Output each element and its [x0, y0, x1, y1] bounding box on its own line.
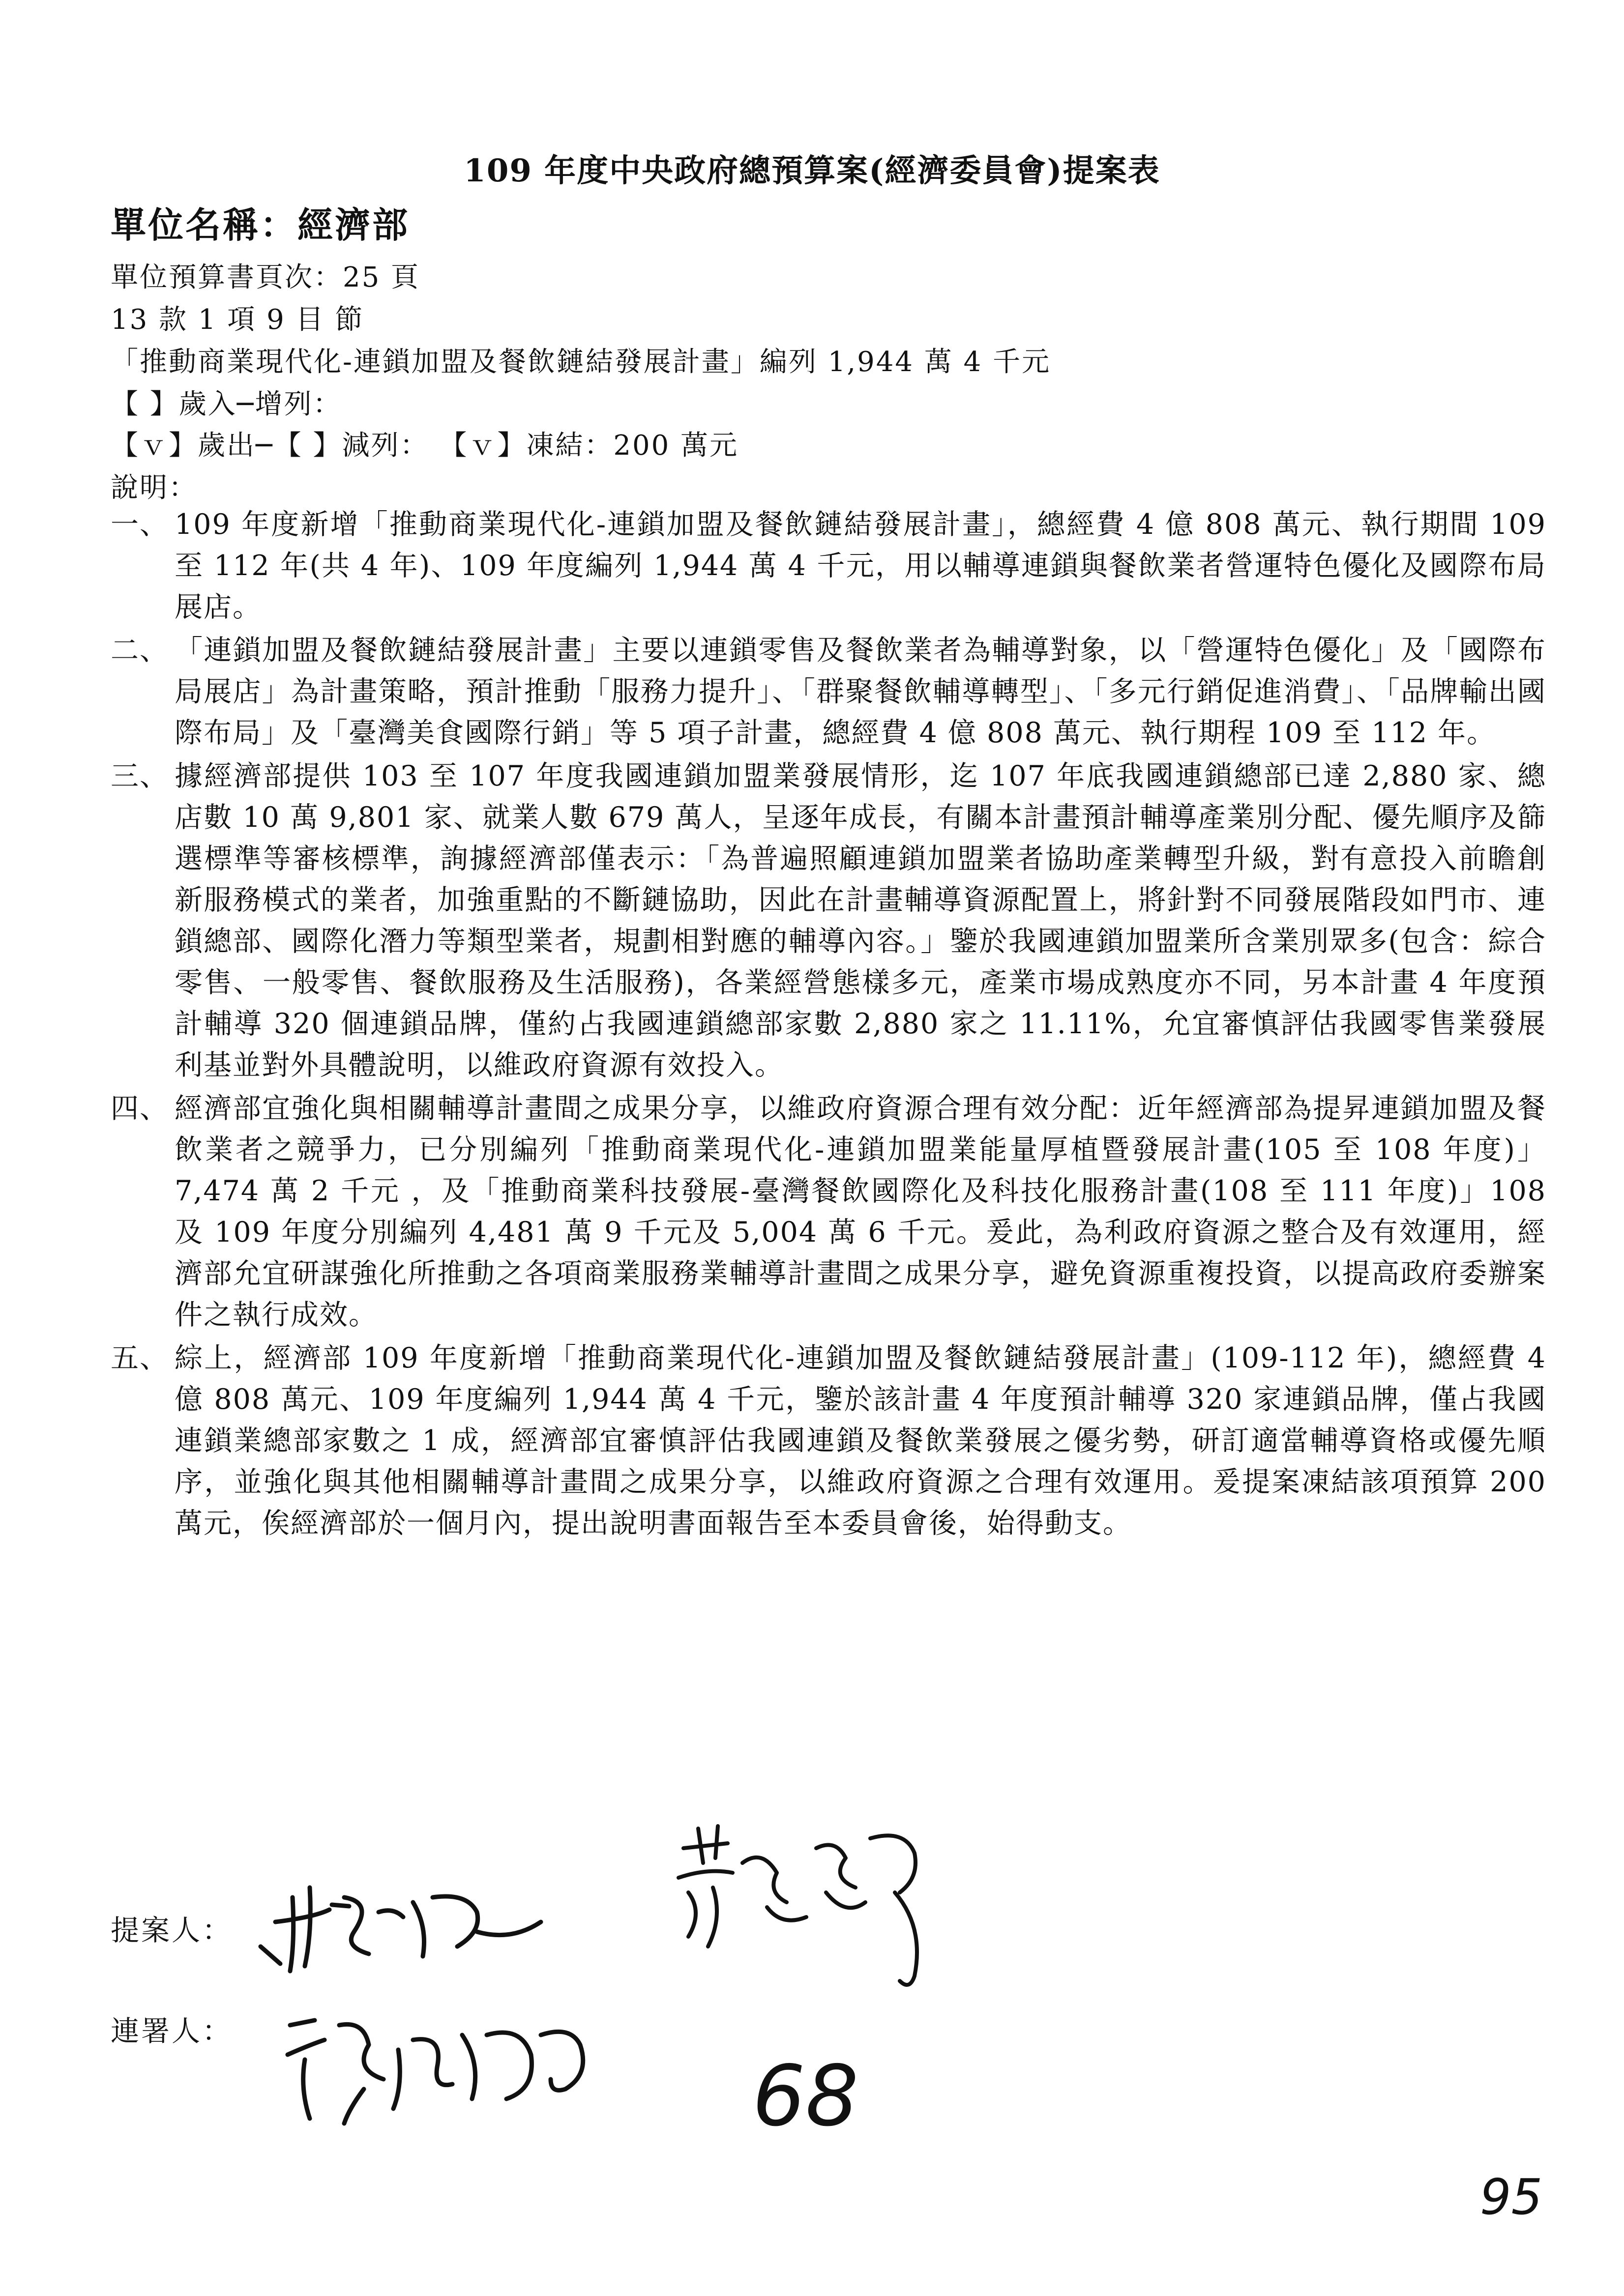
proposer-signature-1 — [246, 1868, 551, 1981]
document-title: 109 年度中央政府總預算案(經濟委員會)提案表 — [464, 152, 1160, 189]
item-number: 一、 — [111, 508, 169, 541]
item-text: 109 年度新增「推動商業現代化-連鎖加盟及餐飲鏈結發展計畫」，總經費 4 億 808 萬元、執行期間 109 至 112 年(共 4 年)、109 年度編列 1,944 萬 4 千元，用以輔導連鎖與餐飲業者營運特色優化及國際布局展店。 — [175, 508, 1546, 623]
expenditure-freeze-line: 【ｖ】歲出─【 】減列： 【ｖ】凍結：200 萬元 — [111, 430, 739, 462]
budget-item-code: 13 款 1 項 9 目 節 — [111, 304, 364, 336]
explanation-list — [111, 504, 1546, 1544]
item-number: 五、 — [111, 1342, 169, 1374]
item-number: 二、 — [111, 634, 169, 667]
plan-allocation-line: 「推動商業現代化-連鎖加盟及餐飲鏈結發展計畫」編列 1,944 萬 4 千元 — [111, 346, 1051, 378]
explanation-item — [111, 1088, 1546, 1336]
unit-name: 單位名稱：經濟部 — [111, 204, 410, 246]
handwritten-number: 68 — [752, 2048, 859, 2145]
cosigner-signature — [275, 2005, 629, 2128]
item-number: 三、 — [111, 760, 169, 792]
explanation-item — [111, 504, 1546, 628]
proposer-signature-2 — [669, 1819, 944, 1996]
item-text: 綜上，經濟部 109 年度新增「推動商業現代化-連鎖加盟及餐飲鏈結發展計畫」(109-112 年)，總經費 4 億 808 萬元、109 年度編列 1,944 萬 4 千元，鑒於該計畫 4 年度預計輔導 320 家連鎖品牌，僅占我國連鎖業總部家數之 1 成，經濟部宜審慎評估我國連鎖及餐飲業發展之優劣勢，研訂適當輔導資格或優先順序，並強化與其他相關輔導計畫間之成果分享，以維政府資源之合理有效運用。爰提案凍結該項預算 200 萬元，俟經濟部於一個月內，提出說明書面報告至本委員會後，始得動支。 — [175, 1342, 1546, 1540]
item-text: 據經濟部提供 103 至 107 年度我國連鎖加盟業發展情形，迄 107 年底我國連鎖總部已達 2,880 家、總店數 10 萬 9,801 家、就業人數 679 萬人，呈逐年成長，有關本計畫預計輔導產業別分配、優先順序及篩選標準等審核標準，詢據經濟部僅表示：「為普遍照顧連鎖加盟業者協助產業轉型升級，對有意投入前瞻創新服務模式的業者，加強重點的不斷鏈協助，因此在計畫輔導資源配置上，將針對不同發展階段如門市、連鎖總部、國際化潛力等類型業者，規劃相對應的輔導內容。」鑒於我國連鎖加盟業所含業別眾多(包含：綜合零售、一般零售、餐飲服務及生活服務)，各業經營態樣多元，產業市場成熟度亦不同，另本計畫 4 年度預計輔導 320 個連鎖品牌，僅約占我國連鎖總部家數 2,880 家之 11.11%，允宜審慎評估我國零售業發展利基並對外具體說明，以維政府資源有效投入。 — [175, 760, 1546, 1081]
explanation-item — [111, 756, 1546, 1086]
item-number: 四、 — [111, 1092, 169, 1125]
cosigner-label: 連署人： — [111, 2014, 233, 2048]
explanation-label: 說明： — [111, 472, 198, 504]
revenue-increase-line: 【 】歲入─增列： — [111, 388, 342, 420]
budget-page-reference: 單位預算書頁次：25 頁 — [111, 262, 420, 293]
item-text: 經濟部宜強化與相關輔導計畫間之成果分享，以維政府資源合理有效分配：近年經濟部為提昇連鎖加盟及餐飲業者之競爭力，已分別編列「推動商業現代化-連鎖加盟業能量厚植暨發展計畫(105 至 108 年度)」7,474 萬 2 千元 ，及「推動商業科技發展-臺灣餐飲國際化及科技化服務計畫(108 至 111 年度)」108 及 109 年度分別編列 4,481 萬 9 千元及 5,004 萬 6 千元。爰此，為利政府資源之整合及有效運用，經濟部允宜研謀強化所推動之各項商業服務業輔導計畫間之成果分享，避免資源重複投資，以提高政府委辦案件之執行成效。 — [175, 1092, 1546, 1331]
proposer-label: 提案人： — [111, 1914, 233, 1947]
explanation-item — [111, 630, 1546, 754]
item-text: 「連鎖加盟及餐飲鏈結發展計畫」主要以連鎖零售及餐飲業者為輔導對象，以「營運特色優化」及「國際布局展店」為計畫策略，預計推動「服務力提升」、「群聚餐飲輔導轉型」、「多元行銷促進消費」、「品牌輸出國際布局」及「臺灣美食國際行銷」等 5 項子計畫，總經費 4 億 808 萬元、執行期程 109 至 112 年。 — [175, 634, 1546, 749]
handwritten-page-number: 95 — [1480, 2168, 1543, 2226]
explanation-item — [111, 1337, 1546, 1544]
